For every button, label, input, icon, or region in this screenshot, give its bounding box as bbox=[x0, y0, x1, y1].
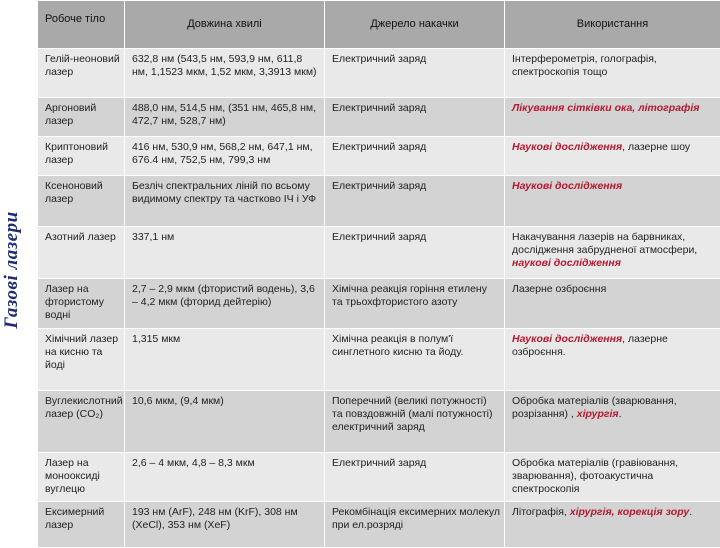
cell-pump: Хімічна реакція горіння етилену та трьохфтористого азоту bbox=[325, 279, 505, 329]
cell-medium: Гелій-неоновий лазер bbox=[38, 49, 125, 98]
usage-text: Лазерне озброєння bbox=[512, 283, 606, 295]
cell-wavelength: 488,0 нм, 514,5 нм, (351 нм, 465,8 нм, 472,7 нм, 528,7 нм) bbox=[125, 98, 325, 137]
cell-usage bbox=[505, 391, 720, 453]
usage-text: , лазерне озброєння. bbox=[512, 333, 668, 358]
cell-wavelength: 2,6 – 4 мкм, 4,8 – 8,3 мкм bbox=[125, 453, 325, 502]
cell-pump: Електричний заряд bbox=[325, 98, 505, 137]
cell-wavelength: Безліч спектральних ліній по всьому видимому спектру та частково ІЧ і УФ bbox=[125, 176, 325, 227]
cell-usage bbox=[505, 502, 720, 548]
usage-highlight-text: Лікування сітківки ока, літографія bbox=[512, 102, 699, 114]
usage-text: Інтерферометрія, голографія, спектроскопія тощо bbox=[512, 53, 657, 78]
header-row bbox=[38, 1, 720, 49]
usage-highlight-text: хірургія, корекція зору bbox=[570, 506, 689, 518]
cell-usage bbox=[505, 98, 720, 137]
usage-text: Накачування лазерів на барвниках, дослідження забрудненої атмосфери, bbox=[512, 231, 697, 256]
cell-medium: Лазер на монооксиді вуглецю bbox=[38, 453, 125, 502]
usage-highlight-text: Наукові дослідження bbox=[512, 141, 622, 153]
cell-wavelength: 337,1 нм bbox=[125, 227, 325, 279]
usage-text: Літографія, bbox=[512, 506, 570, 518]
usage-text: Обробка матеріалів (зварювання, розрізання) , bbox=[512, 395, 677, 420]
usage-highlight-text: Наукові дослідження bbox=[512, 333, 622, 345]
header-medium: Робоче тіло bbox=[38, 1, 125, 49]
cell-medium: Криптоновий лазер bbox=[38, 137, 125, 176]
table-row bbox=[38, 137, 720, 176]
cell-medium: Хімічний лазер на кисню та йоді bbox=[38, 329, 125, 391]
table-row bbox=[38, 453, 720, 502]
table-row bbox=[38, 98, 720, 137]
cell-usage bbox=[505, 279, 720, 329]
cell-medium: Аргоновий лазер bbox=[38, 98, 125, 137]
cell-wavelength: 1,315 мкм bbox=[125, 329, 325, 391]
cell-wavelength: 193 нм (ArF), 248 нм (KrF), 308 нм (XeCl), 353 нм (XeF) bbox=[125, 502, 325, 548]
cell-pump: Електричний заряд bbox=[325, 176, 505, 227]
cell-wavelength: 632,8 нм (543,5 нм, 593,9 нм, 611,8 нм, 1,1523 мкм, 1,52 мкм, 3,3913 мкм) bbox=[125, 49, 325, 98]
cell-pump: Електричний заряд bbox=[325, 227, 505, 279]
usage-highlight-text: хірургія bbox=[577, 408, 619, 420]
cell-usage bbox=[505, 453, 720, 502]
cell-usage bbox=[505, 137, 720, 176]
header-pump: Джерело накачки bbox=[325, 1, 505, 49]
cell-pump: Електричний заряд bbox=[325, 49, 505, 98]
cell-usage bbox=[505, 329, 720, 391]
cell-usage bbox=[505, 227, 720, 279]
cell-pump: Електричний заряд bbox=[325, 453, 505, 502]
table-row bbox=[38, 279, 720, 329]
cell-pump: Хімічна реакція в полум'ї синглетного кисню та йоду. bbox=[325, 329, 505, 391]
header-wavelength: Довжина хвилі bbox=[125, 1, 325, 49]
cell-medium: Азотний лазер bbox=[38, 227, 125, 279]
cell-pump: Поперечний (великі потужності) та повздовжній (малі потужності) електричний заряд bbox=[325, 391, 505, 453]
usage-text: , лазерне шоу bbox=[622, 141, 690, 153]
cell-wavelength: 2,7 – 2,9 мкм (фтористий водень), 3,6 – 4,2 мкм (фторид дейтерію) bbox=[125, 279, 325, 329]
gas-lasers-table bbox=[37, 0, 720, 548]
cell-pump: Електричний заряд bbox=[325, 137, 505, 176]
header-usage: Використання bbox=[505, 1, 720, 49]
cell-wavelength: 416 нм, 530,9 нм, 568,2 нм, 647,1 нм, 676.4 нм, 752,5 нм, 799,3 нм bbox=[125, 137, 325, 176]
cell-wavelength: 10,6 мкм, (9,4 мкм) bbox=[125, 391, 325, 453]
table-row bbox=[38, 227, 720, 279]
table-row bbox=[38, 391, 720, 453]
cell-medium: Вуглекислотний лазер (CO₂) bbox=[38, 391, 125, 453]
table-row bbox=[38, 502, 720, 548]
cell-medium: Лазер на фтористому водні bbox=[38, 279, 125, 329]
usage-text: . bbox=[619, 408, 622, 420]
usage-text: Обробка матеріалів (гравіювання, зварювання), фотоакустична спектроскопія bbox=[512, 457, 678, 495]
cell-usage bbox=[505, 49, 720, 98]
table-body bbox=[38, 49, 720, 548]
table-row bbox=[38, 49, 720, 98]
cell-usage bbox=[505, 176, 720, 227]
sidebar-band bbox=[0, 0, 37, 540]
table-row bbox=[38, 329, 720, 391]
sidebar-title: Газові лазери bbox=[1, 211, 23, 328]
cell-medium: Ксеноновий лазер bbox=[38, 176, 125, 227]
usage-text: . bbox=[689, 506, 692, 518]
table-row bbox=[38, 176, 720, 227]
cell-pump: Рекомбінація ексимерних молекул при ел.розряді bbox=[325, 502, 505, 548]
usage-highlight-text: Наукові дослідження bbox=[512, 180, 622, 192]
usage-highlight-text: наукові дослідження bbox=[512, 257, 621, 269]
cell-medium: Ексимерний лазер bbox=[38, 502, 125, 548]
